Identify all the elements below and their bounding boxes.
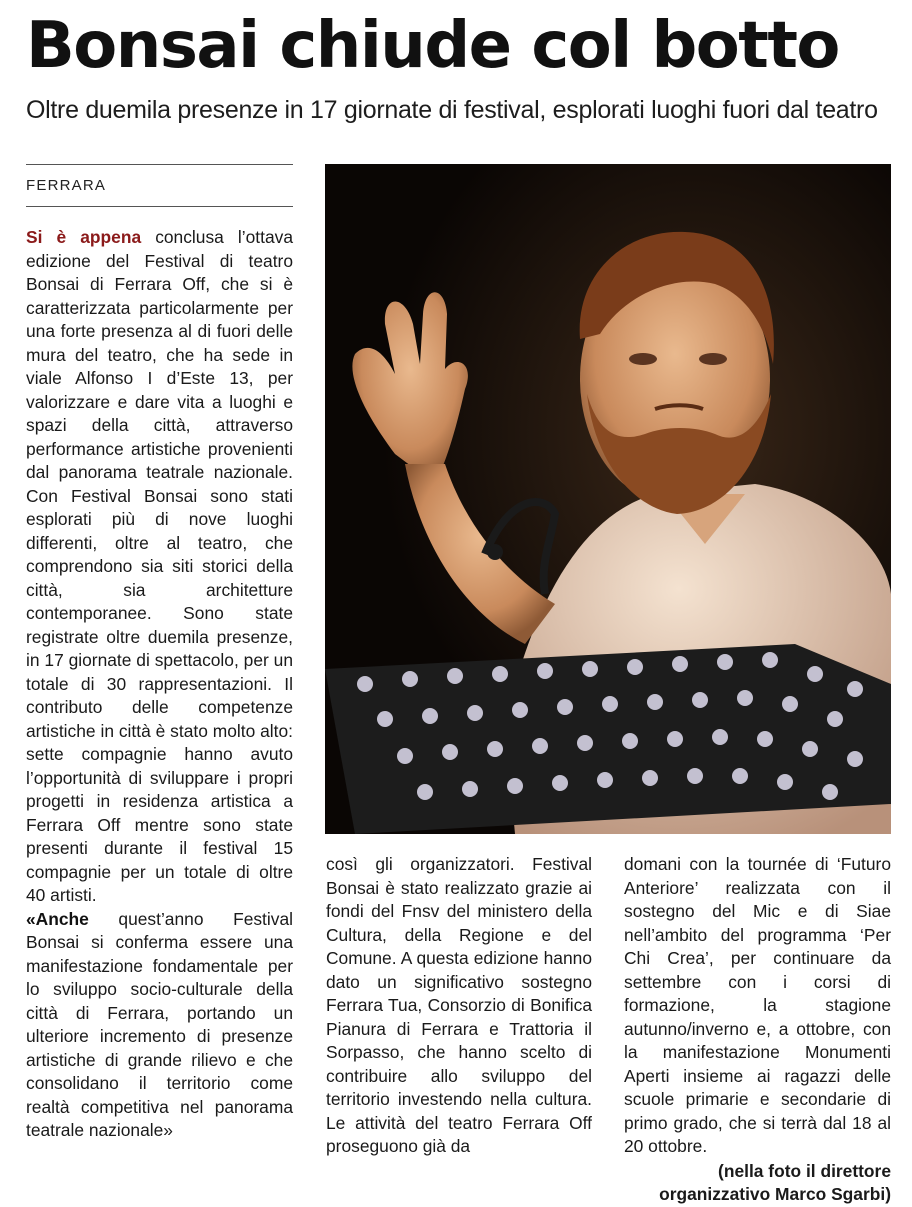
column-2 (326, 853, 592, 1159)
headline: Bonsai chiude col botto (26, 9, 839, 83)
photo-caption: (nella foto il direttore organizzativo Marco Sgarbi) (659, 1160, 891, 1204)
paragraph-3: così gli organizzatori. Festival Bonsai è stato realizzato grazie ai fondi del Fnsv del ministero della Cultura, della Regione e del Comune. A questa edizione hanno dato un significativo sostegno Ferrara Tua, Consorzio di Bonifica Pianura di Ferrara e Trattoria il Sorpasso, che hanno scelto di contribuire allo sviluppo del territorio investendo nella cultura. Le attività del teatro Ferrara Off proseguono già da (326, 854, 592, 1156)
column-1 (26, 226, 293, 1143)
quote-lead: «Anche (26, 908, 89, 929)
divider-top (26, 164, 293, 165)
article-photo (325, 164, 891, 834)
paragraph-2-text: quest’anno Festival Bonsai si conferma essere una manifestazione fondamentale per lo sviluppo socio-culturale della città di Ferrara, portando un ulteriore incremento di presenze artistiche di grande rilievo e che consolidano il territorio come realtà competitiva nel panorama teatrale nazionale» (26, 908, 293, 1140)
portrait-illustration (325, 164, 891, 834)
divider-bottom (26, 206, 293, 207)
subheadline: Oltre duemila presenze in 17 giornate di festival, esplorati luoghi fuori dal teatro (26, 96, 878, 124)
paragraph-4: domani con la tournée di ‘Futuro Anteriore’ realizzata con il sostegno del Mic e di Siae nell’ambito del programma ‘Per Chi Crea’, per continuare da settembre con i corsi di formazione, la stagione autunno/inverno e, a ottobre, con la manifestazione Monumenti Aperti insieme ai ragazzi delle scuole primarie e secondarie di primo grado, che si terrà dal 18 al 20 ottobre. (624, 854, 891, 1156)
paragraph-2 (26, 908, 293, 1143)
paragraph-1-text: conclusa l’ottava edizione del Festival di teatro Bonsai di Ferrara Off, che si è caratterizzata particolarmente per una forte presenza al di fuori delle mura del teatro, che ha sede in viale Alfonso I d’Este 13, per valorizzare e dare vita a luoghi e spazi della città, attraverso performance artistiche provenienti dal panorama teatrale nazionale. Con Festival Bonsai sono stati esplorati più di nove luoghi differenti, oltre al teatro, che comprendono sia siti storici della città, sia architetture contemporanee. Sono state registrate oltre duemila presenze, in 17 giornate di spettacolo, per un totale di 30 rappresentazioni. Il contributo delle competenze artistiche in città è stato molto alto: sette compagnie hanno avuto l’opportunità di sviluppare i propri progetti in residenza artistica a Ferrara Off mentre sono state presenti durante il festival 15 compagnie per un totale di oltre 40 artisti. (26, 227, 293, 905)
paragraph-1 (26, 226, 293, 908)
column-3 (624, 853, 891, 1207)
dateline: FERRARA (26, 177, 107, 194)
lead-in: Si è appena (26, 227, 142, 247)
